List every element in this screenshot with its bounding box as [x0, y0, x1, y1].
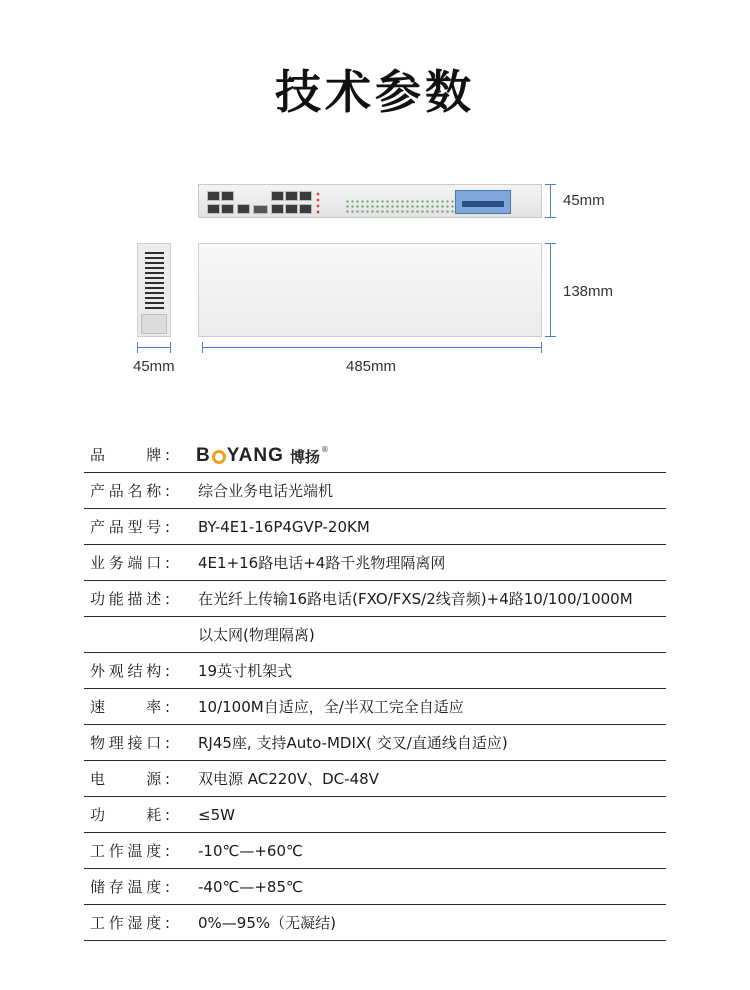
spec-value: 19英寸机架式 [198, 662, 293, 680]
rj45-port [237, 204, 250, 214]
spec-row [84, 905, 666, 941]
spec-value: BY-4E1-16P4GVP-20KM [198, 518, 370, 536]
spec-value: 双电源 AC220V、DC-48V [198, 770, 379, 788]
spec-value: RJ45座, 支持Auto-MDIX( 交叉/直通线自适应) [198, 734, 508, 752]
spec-row [84, 617, 666, 653]
rj45-port [221, 191, 234, 201]
spec-row [84, 833, 666, 869]
device-front-panel [198, 184, 542, 218]
product-label-plate [455, 190, 511, 214]
spec-label [90, 617, 170, 653]
spec-row [84, 509, 666, 545]
dimension-label-width: 485mm [346, 358, 397, 375]
spec-label: 物理接口: [90, 734, 170, 752]
spec-label: 功 耗: [90, 806, 170, 824]
rj45-port [271, 191, 284, 201]
dimension-line-height [550, 184, 551, 218]
spec-label: 产品型号: [90, 518, 170, 536]
brand-latin: YANG [226, 445, 284, 466]
dimension-tick [545, 217, 556, 218]
spec-row [84, 797, 666, 833]
rj45-port [207, 191, 220, 201]
dimension-label-side-width: 45mm [133, 358, 175, 375]
spec-label: 工作温度: [90, 842, 170, 860]
rj45-port [271, 204, 284, 214]
spec-label: 功能描述: [90, 590, 170, 608]
spec-row [84, 689, 666, 725]
dimension-line-side-width [137, 347, 171, 348]
dimension-tick [137, 342, 138, 353]
brand-logo [196, 444, 329, 468]
brand-o-icon [212, 450, 226, 464]
spec-value: 在光纤上传输16路电话(FXO/FXS/2线音频)+4路10/100/1000M [198, 590, 633, 608]
spec-label: 电 源: [90, 770, 170, 788]
rj45-port [285, 204, 298, 214]
spec-value: 4E1+16路电话+4路千兆物理隔离网 [198, 554, 446, 572]
rj45-port [221, 204, 234, 214]
spec-label: 品 牌: [90, 446, 170, 464]
rj45-port [207, 204, 220, 214]
spec-label: 外观结构: [90, 662, 170, 680]
dimension-tick [545, 336, 556, 337]
spec-label: 工作湿度: [90, 914, 170, 932]
spec-label: 业务端口: [90, 554, 170, 572]
spec-value: -40℃—+85℃ [198, 878, 303, 896]
dimension-tick [541, 342, 542, 353]
spec-row [84, 545, 666, 581]
status-leds [315, 191, 321, 215]
spec-value: 10/100M自适应，全/半双工完全自适应 [198, 698, 464, 716]
spec-table [84, 437, 666, 941]
spec-row [84, 869, 666, 905]
spec-value: 0%—95%（无凝结) [198, 914, 336, 932]
dimension-label-height: 45mm [563, 192, 605, 209]
spec-value: 以太网(物理隔离) [198, 626, 315, 644]
registered-mark: ® [320, 444, 329, 454]
page-title: 技术参数 [275, 65, 475, 119]
sfp-port [253, 205, 268, 214]
dimension-tick [202, 342, 203, 353]
dimension-tick [545, 184, 556, 185]
dimension-tick [545, 243, 556, 244]
spec-value: -10℃—+60℃ [198, 842, 303, 860]
rack-bracket [141, 314, 167, 334]
dimension-tick [170, 342, 171, 353]
spec-row [84, 725, 666, 761]
side-vent [145, 252, 164, 312]
spec-row [84, 761, 666, 797]
spec-value: 综合业务电话光端机 [198, 482, 334, 500]
dimension-line-width [202, 347, 542, 348]
brand-chinese: 博扬 [289, 447, 320, 466]
brand-latin: B [196, 445, 211, 466]
rj45-port [299, 191, 312, 201]
rj45-port [285, 191, 298, 201]
spec-row [84, 653, 666, 689]
indicator-led-grid [345, 199, 465, 213]
spec-label: 速 率: [90, 698, 170, 716]
spec-value: ≤5W [198, 806, 235, 824]
spec-label: 储存温度: [90, 878, 170, 896]
rj45-port [299, 204, 312, 214]
spec-row [84, 581, 666, 617]
device-top-view [198, 243, 542, 337]
spec-row-brand [84, 437, 666, 473]
dimension-label-depth: 138mm [563, 283, 614, 300]
dimension-line-depth [550, 243, 551, 337]
spec-label: 产品名称: [90, 482, 170, 500]
device-side-view [137, 243, 171, 337]
spec-row [84, 473, 666, 509]
